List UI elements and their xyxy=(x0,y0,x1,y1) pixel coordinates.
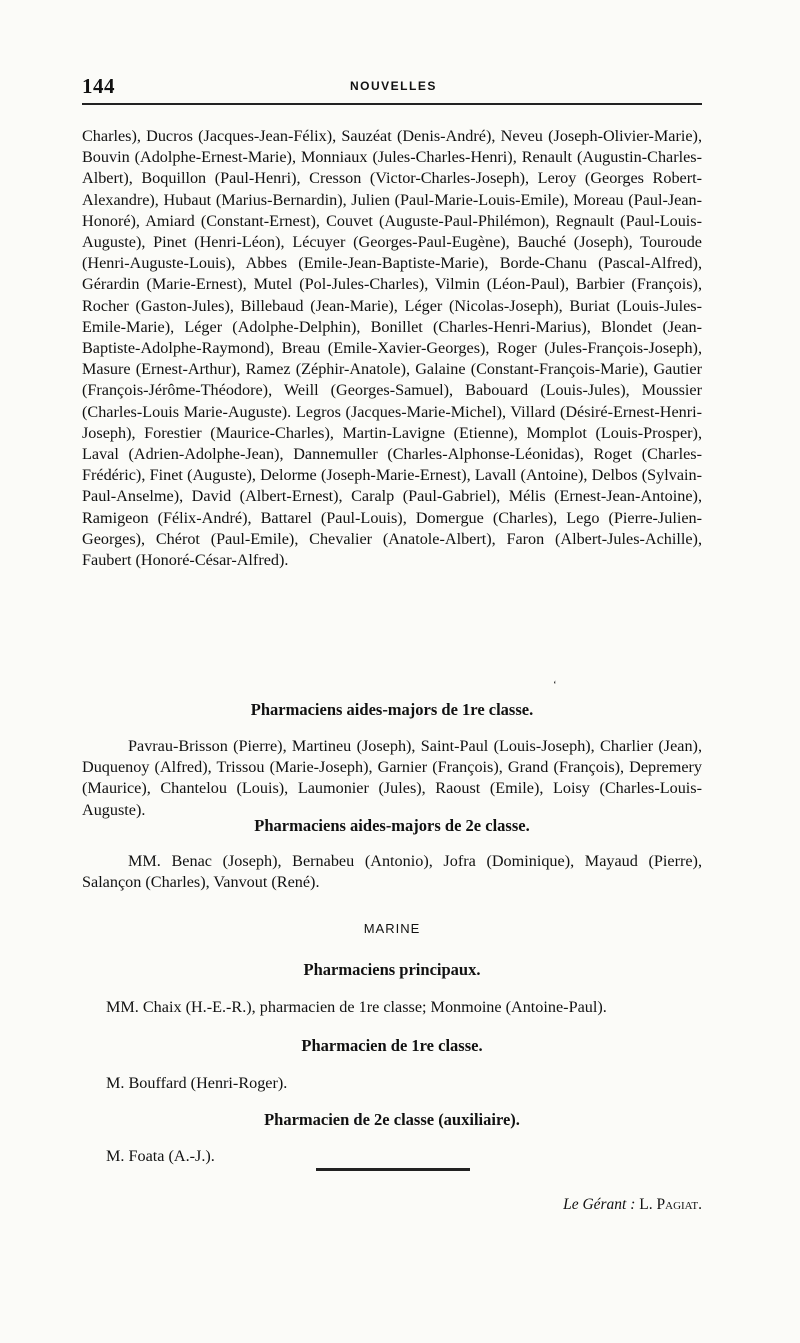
signature xyxy=(498,1196,702,1214)
heading-aides-majors-2e-classe: Pharmaciens aides-majors de 2e classe. xyxy=(254,816,530,835)
pharmacien-2e-classe-line: M. Foata (A.-J.). xyxy=(106,1147,215,1165)
section-marine: MARINE xyxy=(363,921,421,936)
running-title: NOUVELLES xyxy=(350,79,437,93)
pharmacien-1re-classe-line: M. Bouffard (Henri-Roger). xyxy=(106,1074,288,1092)
stray-mark: ‘ xyxy=(553,679,557,691)
heading-pharmacien-1re-classe: Pharmacien de 1re classe. xyxy=(301,1036,483,1055)
aides-majors-2e-classe-list: MM. Benac (Joseph), Bernabeu (Antonio), Jofra (Dominique), Mayaud (Pierre), Salançon (Charles), Vanvout (René). xyxy=(82,852,702,892)
aides-majors-1re-classe-list: Pavrau-Brisson (Pierre), Martineu (Joseph), Saint-Paul (Louis-Joseph), Charlier (Jean), Duquenoy (Alfred), Trissou (Marie-Joseph), Garnier (François), Grand (François), Depremery (Maurice), Chantelou (Louis), Laumonier (Jules), Raoust (Emile), Loisy (Charles-Louis-Auguste). xyxy=(82,737,702,819)
header-rule xyxy=(82,103,702,105)
heading-pharmaciens-principaux: Pharmaciens principaux. xyxy=(303,960,481,979)
closing-rule xyxy=(316,1168,470,1171)
continued-name-list: Charles), Ducros (Jacques-Jean-Félix), Sauzéat (Denis-André), Neveu (Joseph-Olivier-Marie), Bouvin (Adolphe-Ernest-Marie), Monniaux (Jules-Charles-Henri), Renault (Augustin-Charles-Albert), Boquillon (Paul-Henri), Cresson (Victor-Charles-Joseph), Leroy (Georges Robert-Alexandre), Hubaut (Marius-Bernardin), Julien (Paul-Marie-Louis-Emile), Moreau (Paul-Jean-Honoré), Amiard (Constant-Ernest), Couvet (Auguste-Paul-Philémon), Regnault (Paul-Louis-Auguste), Pinet (Henri-Léon), Lécuyer (Georges-Paul-Eugène), Bauché (Joseph), Touroude (Henri-Auguste-Louis), Abbes (Emile-Jean-Baptiste-Marie), Borde-Chanu (Pascal-Alfred), Gérardin (Marie-Ernest), Mutel (Pol-Jules-Charles), Vilmin (Léon-Paul), Barbier (François), Rocher (Gaston-Jules), Billebaud (Jean-Marie), Léger (Nicolas-Joseph), Buriat (Louis-Jules-Emile-Marie), Léger (Adolphe-Delphin), Bonillet (Charles-Henri-Marius), Blondet (Jean-Baptiste-Adolphe-Raymond), Breau (Emile-Xavier-Georges), Roger (Jules-François-Joseph), Masure (Ernest-Arthur), Ramez (Zéphir-Anatole), Galaine (Constant-François-Marie), Gautier (François-Jérôme-Théodore), Weill (Georges-Samuel), Babouard (Louis-Jules), Moussier (Charles-Louis Marie-Auguste). Legros (Jacques-Marie-Michel), Villard (Désiré-Ernest-Henri-Joseph), Forestier (Maurice-Charles), Martin-Lavigne (Etienne), Momplot (Louis-Prosper), Laval (Adrien-Adolphe-Jean), Dannemuller (Charles-Alphonse-Léonidas), Roget (Charles-Frédéric), Finet (Auguste), Delorme (Joseph-Marie-Ernest), Lavall (Antoine), Delbos (Sylvain-Paul-Anselme), David (Albert-Ernest), Caralp (Paul-Gabriel), Mélis (Ernest-Jean-Antoine), Ramigeon (Félix-André), Battarel (Paul-Louis), Domergue (Charles), Lego (Pierre-Julien-Georges), Chérot (Paul-Emile), Chevalier (Anatole-Albert), Faron (Albert-Jules-Achille), Faubert (Honoré-César-Alfred). xyxy=(82,127,702,570)
page-number: 144 xyxy=(82,74,115,98)
heading-aides-majors-1re-classe: Pharmaciens aides-majors de 1re classe. xyxy=(250,700,534,719)
heading-pharmacien-2e-classe: Pharmacien de 2e classe (auxiliaire). xyxy=(264,1110,520,1129)
signature-name: L. Pagiat. xyxy=(639,1196,702,1213)
signature-label: Le Gérant : xyxy=(563,1196,636,1213)
pharmaciens-principaux-line: MM. Chaix (H.-E.-R.), pharmacien de 1re classe; Monmoine (Antoine-Paul). xyxy=(106,998,607,1016)
page-header xyxy=(82,74,702,100)
